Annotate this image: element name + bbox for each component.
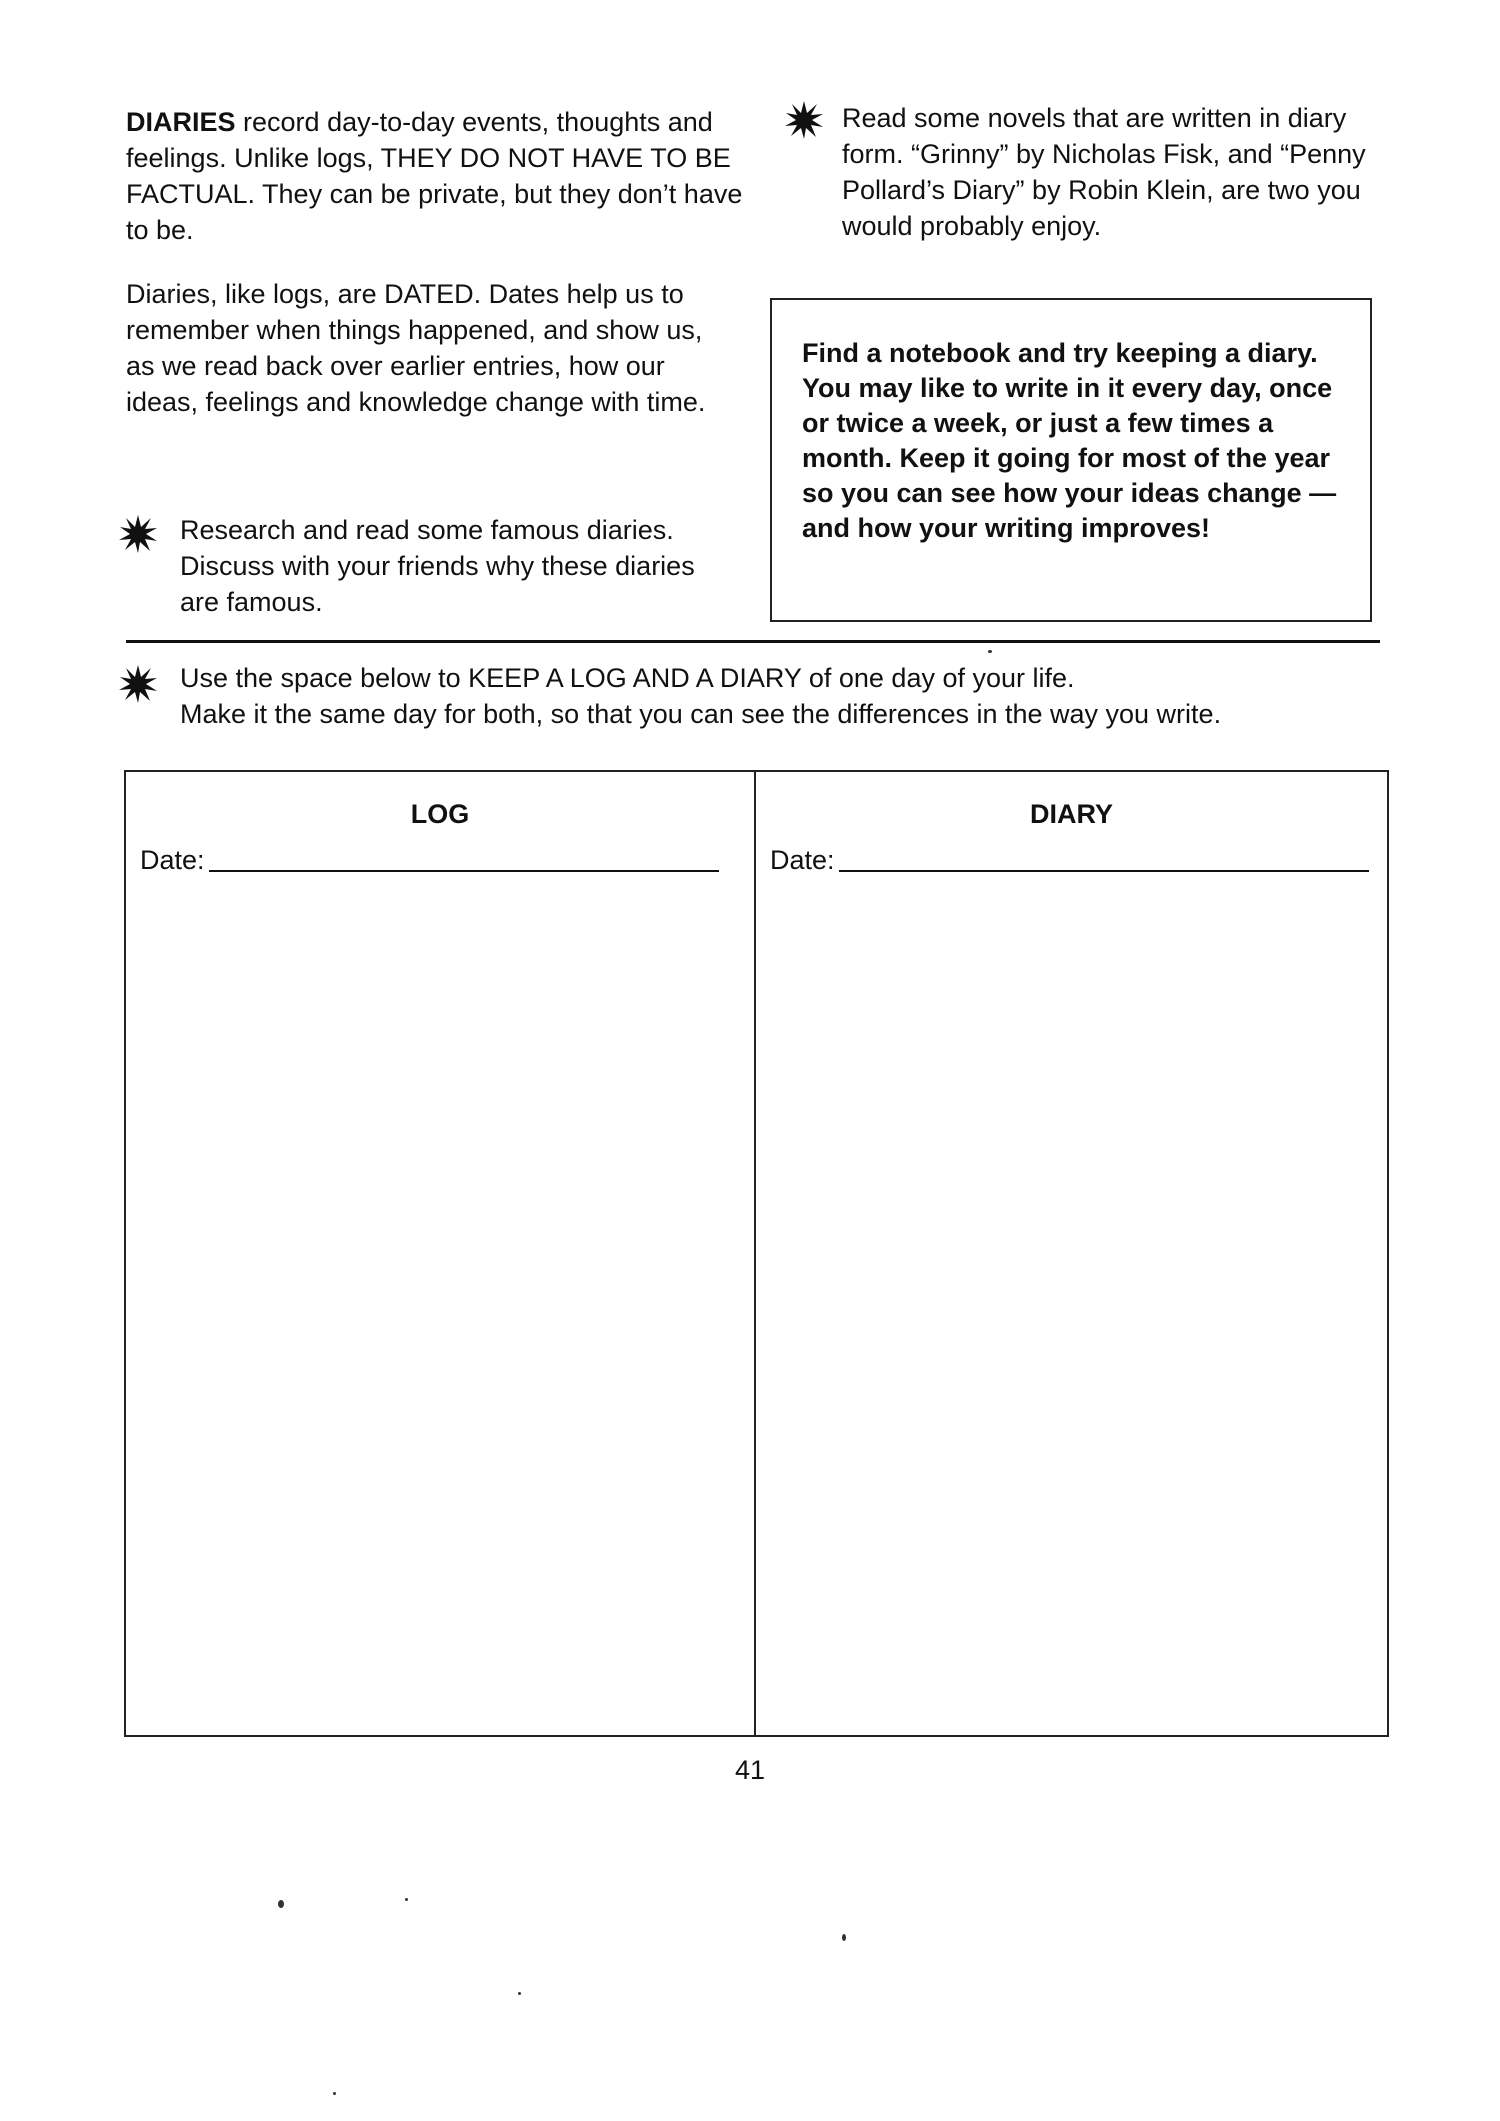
section-divider <box>126 640 1380 643</box>
diaries-dated-text: Diaries, like logs, are DATED. Dates help us to remember when things happened, and show us, as we read back over earlier entries, how our ideas, feelings and knowledge change with time. <box>126 279 706 417</box>
scan-speck <box>278 1900 284 1908</box>
log-date-label: Date: <box>140 845 205 875</box>
log-column[interactable] <box>126 772 756 1735</box>
diary-column[interactable] <box>756 772 1387 1735</box>
diaries-intro-text: record day-to-day events, thoughts and feelings. Unlike logs, THEY DO NOT HAVE TO BE FACTUAL. They can be private, but they don’t have to be. <box>126 107 743 245</box>
notebook-callout-text <box>802 336 1342 546</box>
diary-date-label: Date: <box>770 845 835 875</box>
notebook-callout-body: You may like to write in it every day, once or twice a week, or just a few times a month. Keep it going for most of the year so you can see how your ideas change — and how your writing improves! <box>802 373 1337 543</box>
log-date-field[interactable] <box>209 870 719 872</box>
diaries-intro-paragraph <box>126 104 756 248</box>
log-title: LOG <box>410 799 470 829</box>
diary-title: DIARY <box>1029 799 1113 829</box>
log-date-row <box>140 842 719 878</box>
star-burst-icon <box>118 664 158 704</box>
notebook-callout-box <box>770 298 1372 622</box>
log-diary-form <box>124 770 1389 1737</box>
scan-speck <box>333 2092 336 2095</box>
instruction-line-1: Use the space below to KEEP A LOG AND A DIARY of one day of your life. <box>180 663 1075 693</box>
log-diary-instruction <box>180 660 1410 732</box>
scan-speck <box>405 1898 408 1901</box>
scan-speck <box>842 1934 846 1941</box>
star-burst-icon <box>118 514 158 554</box>
star-burst-icon <box>784 100 824 140</box>
novels-activity <box>842 100 1382 244</box>
page-number: 41 <box>734 1755 766 1785</box>
novels-activity-text: Read some novels that are written in diary form. “Grinny” by Nicholas Fisk, and “Penny Pollard’s Diary” by Robin Klein, are two you would probably enjoy. <box>842 103 1366 241</box>
diaries-heading: DIARIES <box>126 107 236 137</box>
diaries-dated-paragraph <box>126 276 726 420</box>
diary-date-field[interactable] <box>839 870 1369 872</box>
research-activity-text: Research and read some famous diaries. Discuss with your friends why these diaries are famous. <box>180 515 695 617</box>
diary-date-row <box>770 842 1369 878</box>
notebook-callout-lead: Find a notebook and try keeping a diary. <box>802 338 1318 368</box>
instruction-line-2: Make it the same day for both, so that you can see the differences in the way you write. <box>180 699 1222 729</box>
scan-speck <box>518 1992 521 1995</box>
research-activity <box>180 512 720 620</box>
scan-speck <box>988 650 992 653</box>
